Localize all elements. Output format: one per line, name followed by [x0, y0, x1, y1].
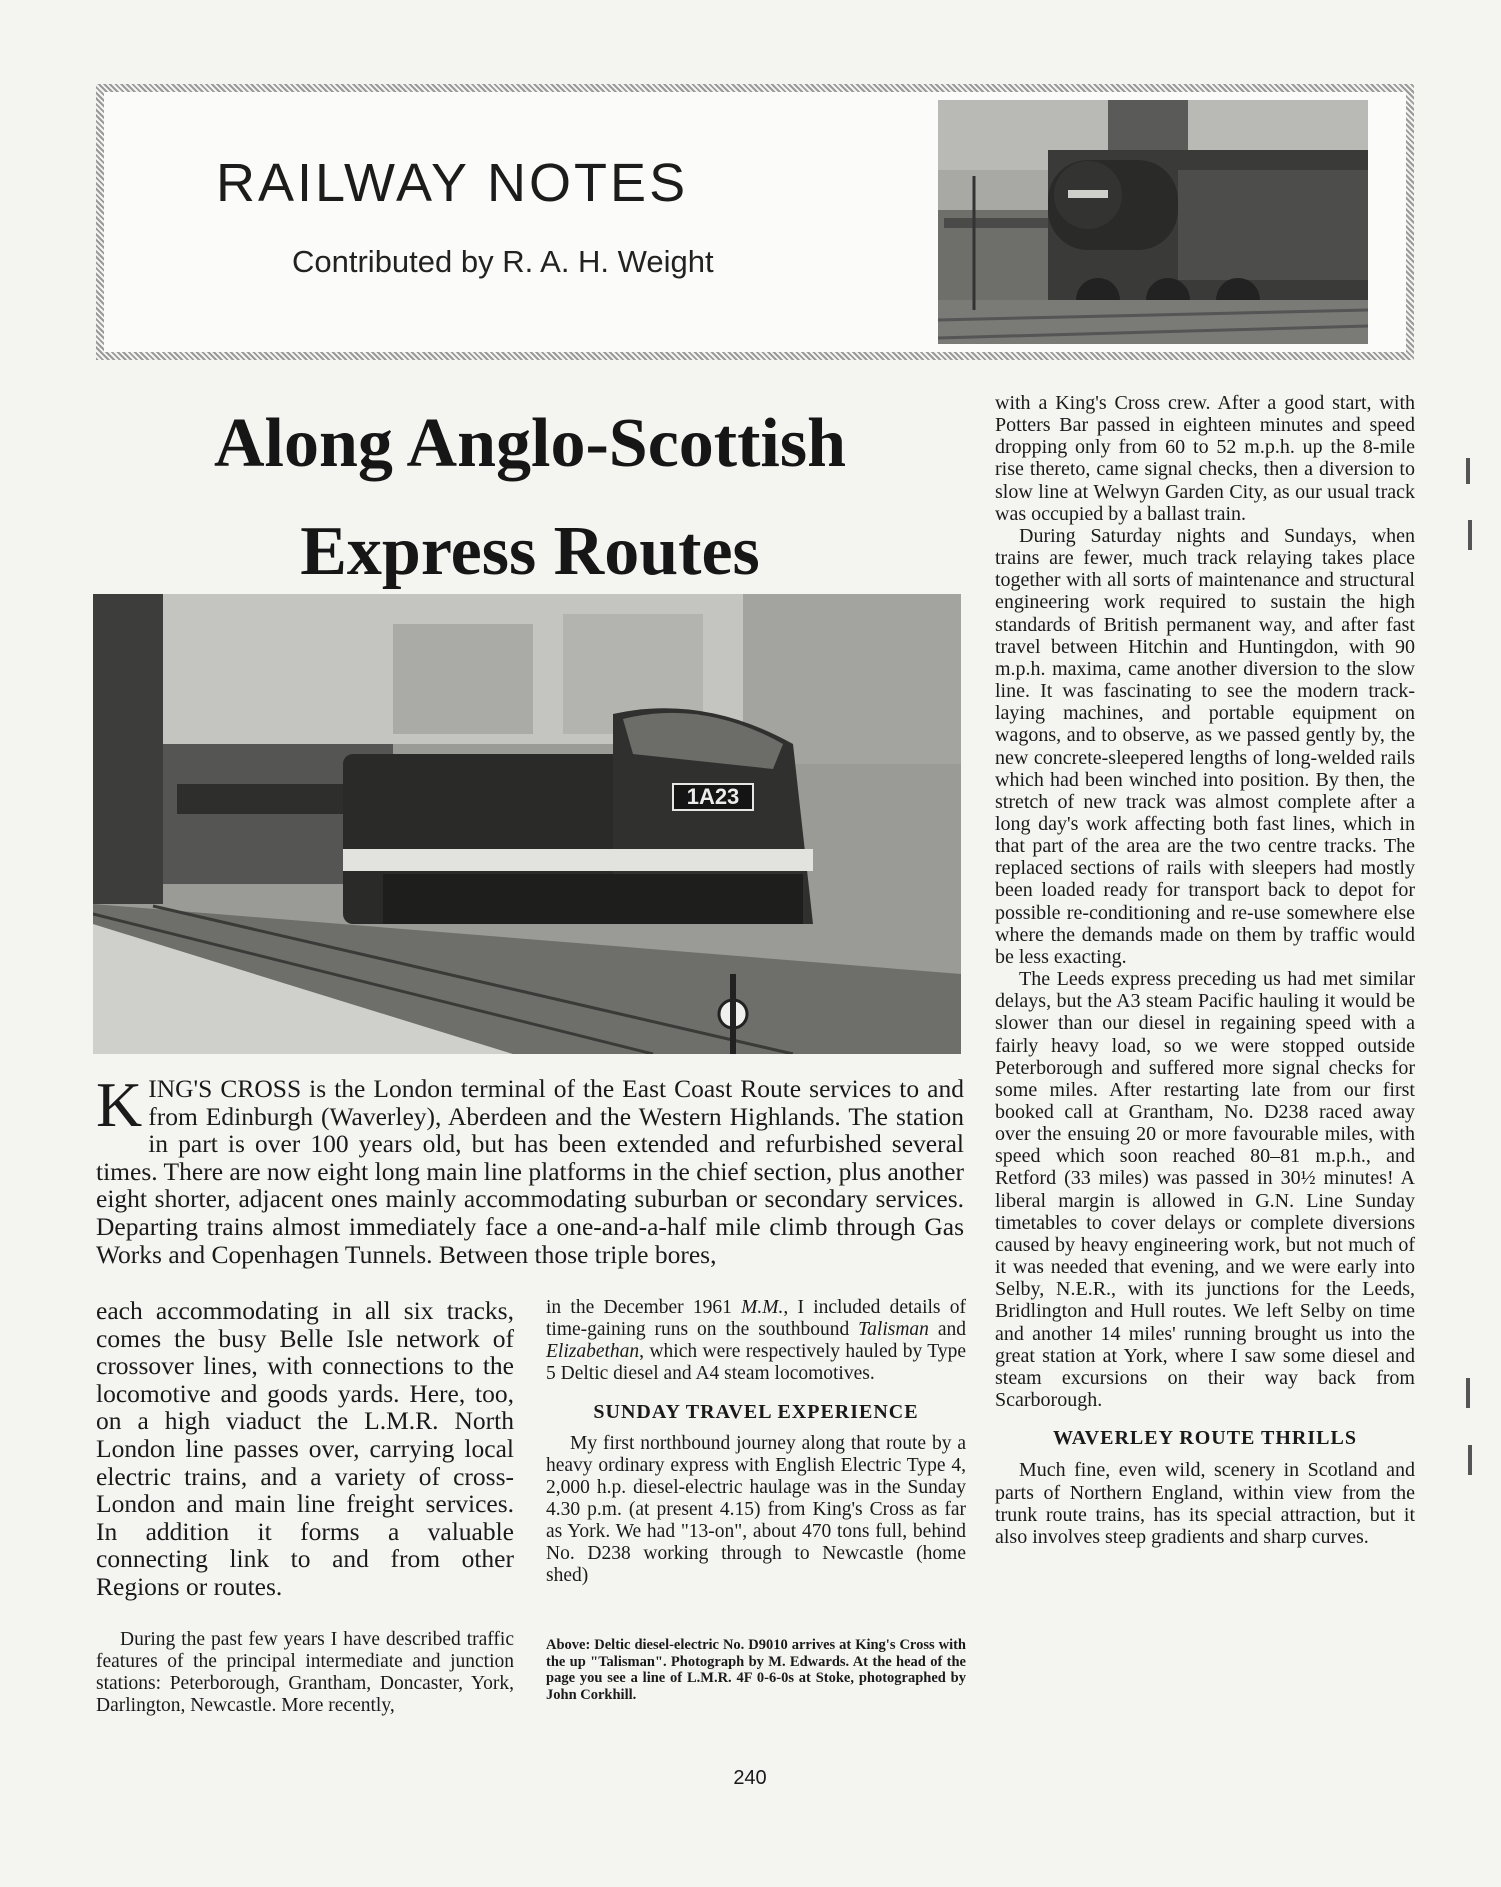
right-paragraph-3: [995, 968, 1415, 1411]
headline-line-2: Express Routes: [300, 513, 760, 590]
margin-mark: [1468, 1445, 1472, 1475]
drop-cap: K: [96, 1069, 143, 1140]
photo-steam-locomotives: [938, 100, 1368, 344]
right-paragraph-3-a: The Leeds express preceding us had met similar delays, but the A3 steam Pacific hauling it would be slower than our diesel in regaining speed with a fairly heavy load, so we were stopped outside Peterborough and suffered more signal checks for some miles. After restarting late from our first booked call at Grantham, No. D238 raced away over the ensuing 20 or more favourable miles, with speed which soon reached 80–81 m.p.h., and Retford (33 miles) was passed in 30: [995, 968, 1415, 1190]
middle-text-c: and: [928, 1319, 967, 1340]
left-column-text: each accommodating in all six tracks, comes the busy Belle Isle network of crossover lines, with connections to the locomotive and goods yards. Here, too, on a high viaduct the L.M.R. North London line passes over, carrying local electric trains, and a variety of cross-London and main line freight services. In addition it forms a valuable connecting link to and from other Regions or routes.: [96, 1296, 514, 1601]
right-paragraph-2: During Saturday nights and Sundays, when trains are fewer, much track relaying takes place together with all sorts of maintenance and structural engineering work required to sustain the high standards of British permanent way, and after fast travel between Hitchin and Huntingdon, with 90 m.p.h. maxima, came another diversion to the slow line. It was fascinating to see the modern track-laying machines, and portable equipment on wagons, and to observe, as we passed gently by, the new concrete-sleepered lengths of long-welded rails which had been winched into position. By then, the stretch of new track was almost complete after a long day's work affecting both fast lines, which in that part of the area are the two centre tracks. The replaced sections of rails with sleepers had mostly been loaded ready for transport back to depot for possible re-conditioning and re-use somewhere else where the demands made on them by traffic would be less exacting.: [995, 524, 1415, 968]
right-paragraph-3-b: minutes! A liberal margin is allowed in G.N. Line Sunday timetables to cover delays or complete diversions caused by heavy engineering work, but not much of it was needed that evening, and we were early into Selby, N.E.R., with its junctions for the Leeds, Bridlington and Hull routes. We left Selby on time and another 14 miles' running brought us into the great station at York, where I saw some diesel and steam excursions on their way back from Scarborough.: [995, 1167, 1415, 1412]
right-paragraph-4: Much fine, even wild, scenery in Scotland and parts of Northern England, within view from the trunk route trains, has its special attraction, but it also involves steep gradients and sharp curves.: [995, 1459, 1415, 1548]
photo-caption: Above: Deltic diesel-electric No. D9010 arrives at King's Cross with the up "Talisman". Photograph by M. Edwards. At the head of the page you see a line of L.M.R. 4F 0-6-0s at Stoke, photographed by John Corkhill.: [546, 1637, 966, 1703]
middle-text-d: , which were respectively hauled by Type 5 Deltic diesel and A4 steam locomotives.: [546, 1341, 966, 1384]
middle-text-b: , I included details of time-gaining runs on the southbound: [546, 1297, 966, 1340]
contributor-line: Contributed by R. A. H. Weight: [292, 244, 714, 279]
subheading-sunday-travel: SUNDAY TRAVEL EXPERIENCE: [593, 1401, 919, 1423]
train-name-elizabethan: Elizabethan: [546, 1341, 640, 1362]
left-column-paragraph-2: [96, 1629, 514, 1717]
middle-text-a: in the December 1961: [546, 1297, 742, 1318]
deltic-locomotive-illustration: [93, 594, 961, 1054]
middle-paragraph-2: My first northbound journey along that route by a heavy ordinary express with English Electric Type 4, 2,000 h.p. diesel-electric haulage was in the Sunday 4.30 p.m. (at present 4.15) from King's Cross as far as York. We had "13-on", about 470 tons full, behind No. D238 working through to Newcastle (home shed): [546, 1433, 966, 1586]
intro-paragraph: [96, 1069, 964, 1269]
headline-line-1: Along Anglo-Scottish: [213, 405, 847, 482]
margin-mark: [1466, 458, 1470, 484]
right-paragraph-1: with a King's Cross crew. After a good start, with Potters Bar passed in eighteen minutes and speed dropping only from 60 to 52 m.p.h. up the 8-mile rise thereto, came signal checks, then a diversion to slow line at Welwyn Garden City, as our usual track was occupied by a ballast train.: [995, 392, 1415, 525]
fraction-half: ½: [1300, 1167, 1316, 1190]
subheading-waverley: WAVERLEY ROUTE THRILLS: [1053, 1427, 1357, 1450]
mm-abbreviation: M.M.: [741, 1297, 784, 1318]
section-title: RAILWAY NOTES: [216, 153, 689, 213]
photo-deltic-locomotive: [93, 594, 961, 1054]
train-name-talisman: Talisman: [858, 1319, 929, 1340]
margin-mark: [1468, 520, 1472, 550]
right-column: [995, 392, 1415, 1548]
middle-column: [546, 1297, 966, 1587]
steam-locomotive-illustration: [938, 100, 1368, 344]
intro-text: ING'S CROSS is the London terminal of the East Coast Route services to and from Edinburgh (Waverley), Aberdeen and the Western Highlands. The station in part is over 100 years old, but has been extended and refurbished several times. There are now eight long main line platforms in the chief section, plus another eight shorter, adjacent ones mainly accommodating suburban or secondary services. Departing trains almost immediately face a one-and-a-half mile climb through Gas Works and Copenhagen Tunnels. Between those triple bores,: [96, 1074, 964, 1269]
header-box: [96, 84, 1414, 360]
margin-mark: [1466, 1378, 1470, 1408]
locomotive-headcode: 1A23: [686, 784, 740, 809]
article-headline: [100, 390, 960, 606]
page-number: 240: [733, 1767, 767, 1789]
middle-paragraph-1: [546, 1297, 966, 1385]
left-small-text: During the past few years I have described traffic features of the principal intermediate and junction stations: Peterborough, Grantham, Doncaster, York, Darlington, Newcastle. More recently,: [96, 1629, 514, 1716]
